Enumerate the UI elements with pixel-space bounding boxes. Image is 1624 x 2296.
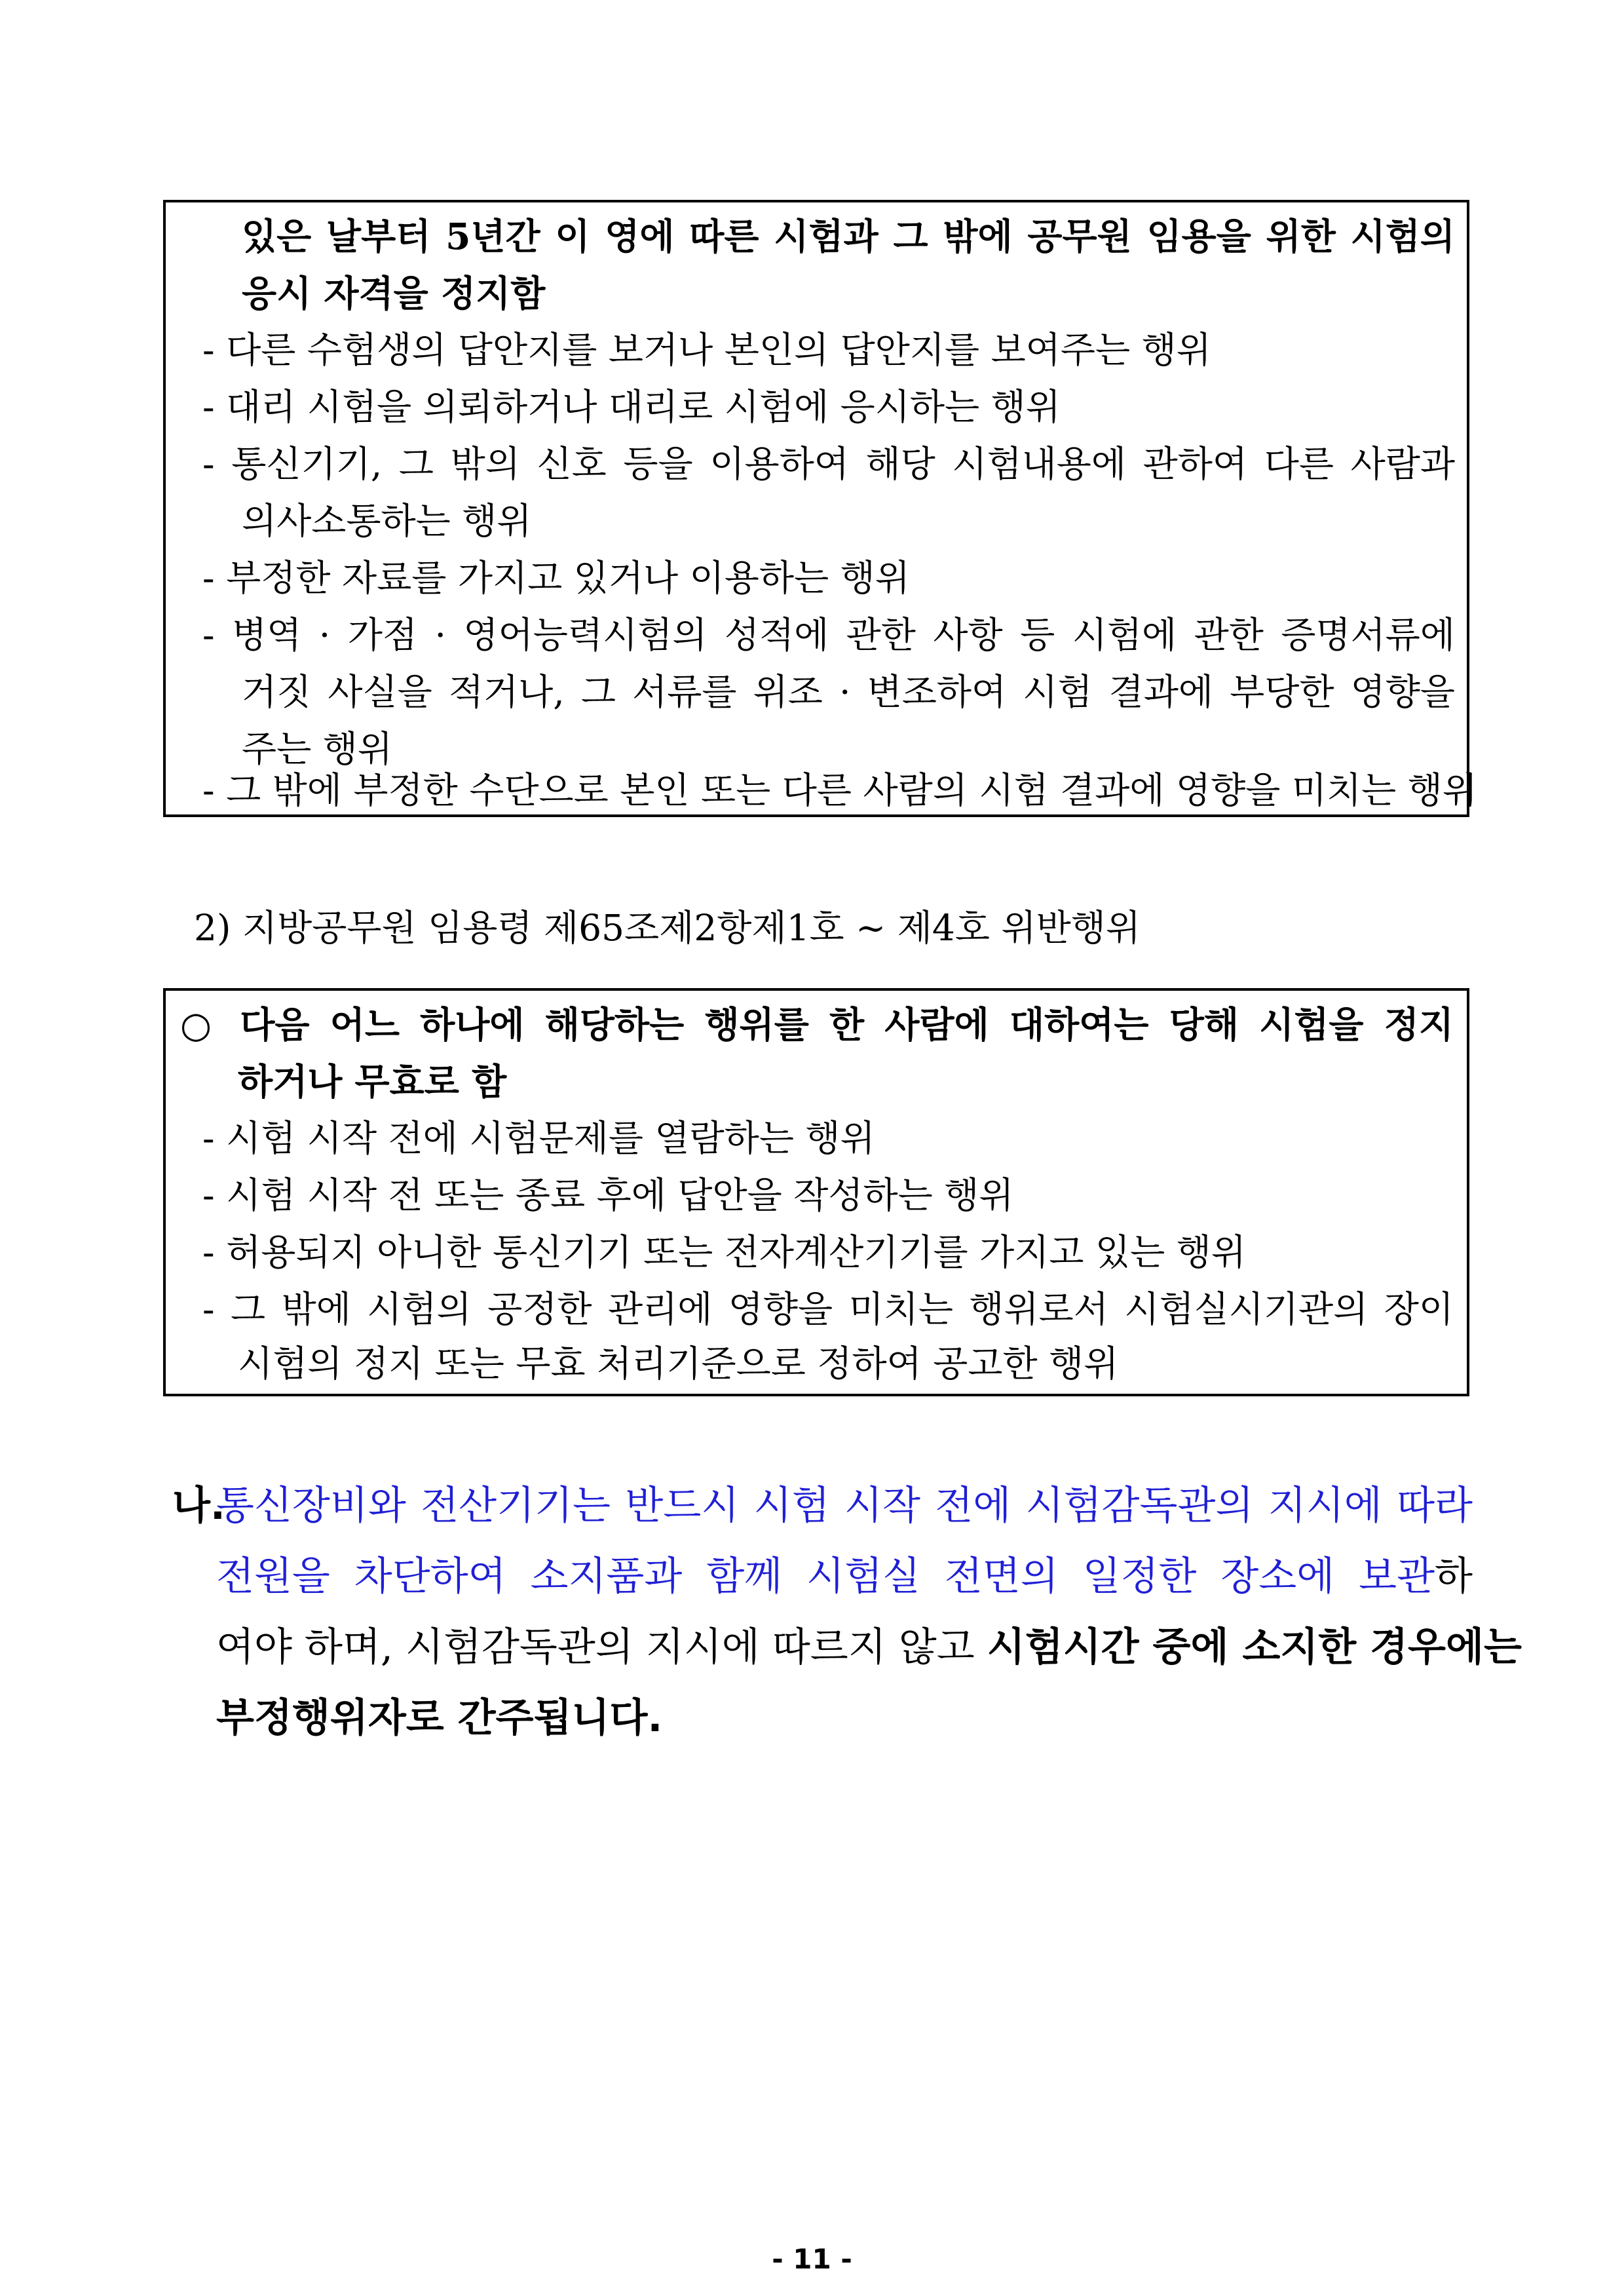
notice-line-3 <box>216 1618 1522 1677</box>
notice-line-2 <box>216 1547 1473 1606</box>
box1-item-answer-sheet: - 다른 수험생의 답안지를 보거나 본인의 답안지를 보여주는 행위 <box>202 329 1211 371</box>
notice-marker: 나. <box>172 1483 225 1529</box>
notice-line-1: 통신장비와 전산기기는 반드시 시험 시작 전에 시험감독관의 지시에 따라 <box>216 1483 1473 1529</box>
box2-item-devices: - 허용되지 아니한 통신기기 또는 전자계산기기를 가지고 있는 행위 <box>202 1231 1246 1273</box>
box1-item-other-means: - 그 밖에 부정한 수단으로 본인 또는 다른 사람의 시험 결과에 영향을 미치는 행위 <box>202 769 1478 811</box>
penalty-box-1 <box>163 200 1478 817</box>
box2-line-1: ○ 다음 어느 하나에 해당하는 행위를 한 사람에 대하여는 당해 시험을 정지 <box>180 1003 1454 1046</box>
box1-item-certificates-end: 주는 행위 <box>242 728 393 770</box>
section-heading: 2) 지방공무원 임용령 제65조제2항제1호 ~ 제4호 위반행위 <box>194 907 1141 949</box>
box1-item-certificates-cont: 거짓 사실을 적거나, 그 서류를 위조 · 변조하여 시험 결과에 부당한 영향을 <box>242 671 1455 713</box>
penalty-box-2 <box>163 988 1469 1396</box>
box1-line-1: 있은 날부터 5년간 이 영에 따른 시험과 그 밖에 공무원 임용을 위한 시험의 <box>242 215 1455 258</box>
box1-item-communication: - 통신기기, 그 밖의 신호 등을 이용하여 해당 시험내용에 관하여 다른 사람과 <box>202 443 1455 485</box>
notice-line-2-highlight: 전원을 차단하여 소지품과 함께 시험실 전면의 일정한 장소에 보관 <box>216 1554 1435 1599</box>
box1-item-certificates: - 병역 · 가점 · 영어능력시험의 성적에 관한 사항 등 시험에 관한 증명서류에 <box>202 614 1455 656</box>
notice-line-3-emphasis: 시험시간 중에 소지한 경우에는 <box>987 1624 1522 1670</box>
notice-line-2-tail: 하 <box>1435 1554 1473 1599</box>
box2-item-preview: - 시험 시작 전에 시험문제를 열람하는 행위 <box>202 1117 875 1159</box>
box1-item-proxy-exam: - 대리 시험을 의뢰하거나 대리로 시험에 응시하는 행위 <box>202 386 1061 428</box>
notice-line-4: 부정행위자로 간주됩니다. <box>216 1695 663 1741</box>
box1-item-materials: - 부정한 자료를 가지고 있거나 이용하는 행위 <box>202 557 910 599</box>
box1-line-2: 응시 자격을 정지함 <box>242 272 546 315</box>
box1-item-communication-cont: 의사소통하는 행위 <box>242 500 532 542</box>
box2-item-other: - 그 밖에 시험의 공정한 관리에 영향을 미치는 행위로서 시험실시기관의 장이 <box>202 1288 1454 1330</box>
box2-item-other-cont: 시험의 정지 또는 무효 처리기준으로 정하여 공고한 행위 <box>238 1343 1119 1385</box>
box2-line-2: 하거나 무효로 함 <box>238 1060 507 1103</box>
notice-line-3-text: 여야 하며, 시험감독관의 지시에 따르지 않고 <box>216 1624 987 1670</box>
page-number: - 11 - <box>772 2243 852 2275</box>
box2-item-timing: - 시험 시작 전 또는 종료 후에 답안을 작성하는 행위 <box>202 1174 1014 1216</box>
